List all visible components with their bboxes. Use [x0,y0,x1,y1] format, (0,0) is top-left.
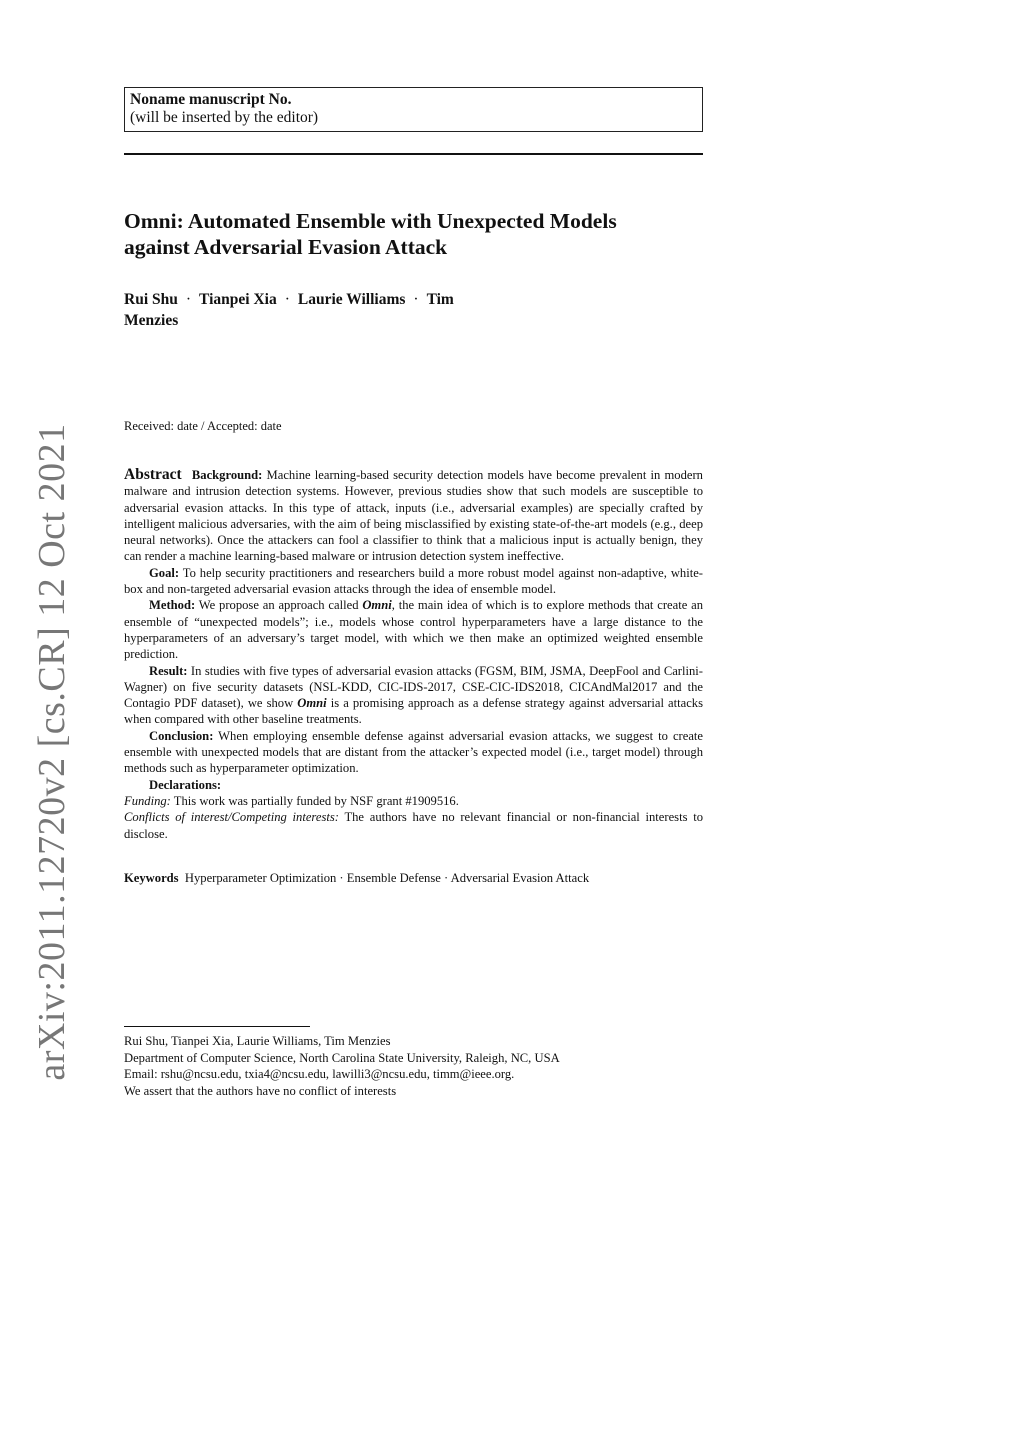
manuscript-box [124,87,703,132]
declarations-label: Declarations: [149,777,222,792]
result-label: Result: [149,663,188,678]
arxiv-stamp: arXiv:2011.12720v2 [cs.CR] 12 Oct 2021 [31,423,73,1081]
header-rule [124,153,703,155]
abstract-conclusion [124,728,703,777]
omni-name: Omni [297,696,327,711]
author-footnote [124,1033,704,1099]
funding-label: Funding: [124,793,171,808]
author-separator: · [413,291,419,308]
omni-name: Omni [362,598,392,613]
conflicts-statement [124,809,703,842]
keywords-label: Keywords [124,871,179,885]
abstract-method [124,597,703,662]
footnote-conflict: We assert that the authors have no conflict of interests [124,1083,397,1098]
footnote-affiliation: Department of Computer Science, North Carolina State University, Raleigh, NC, USA [124,1050,560,1065]
author-name: Rui Shu [124,291,178,308]
author-name-continued: Menzies [124,312,179,329]
abstract-heading: Abstract [124,466,182,483]
result-text: In studies with five types of adversarial evasion attacks (FGSM, BIM, JSMA, DeepFool and Carlini-Wagner) on five security datasets (NSL-KDD, CIC-IDS-2017, CSE-CIC-IDS2018, CICAndMal2017 and the Contagio PDF dataset), we show [124,663,703,711]
goal-text: To help security practitioners and researchers build a more robust model against non-adaptive, white-box and non-targeted adversarial evasion attacks through the idea of ensemble model. [124,565,704,597]
keywords [124,871,589,886]
author-separator: · [185,291,192,308]
abstract-result [124,663,703,728]
abstract-declarations [124,777,703,793]
method-label: Method: [149,598,196,613]
footnote-emails: Email: rshu@ncsu.edu, txia4@ncsu.edu, lawilli3@ncsu.edu, timm@ieee.org. [124,1067,515,1081]
result-text-cont: is a promising approach as a defense strategy against adversarial attacks when compared with other baseline treatments. [124,696,703,727]
abstract-goal [124,565,703,598]
title-line-2: against Adversarial Evasion Attack [124,235,448,259]
funding-text: This work was partially funded by NSF grant #1909516. [173,793,459,808]
abstract-background [124,467,703,565]
manuscript-number-label: Noname manuscript No. [130,91,292,108]
abstract [124,467,703,842]
conclusion-text: When employing ensemble defense against adversarial evasion attacks, we suggest to create ensemble with unexpected models that are distant from the attacker’s expected model (i.e., target model) through methods such as hyperparameter optimization. [124,728,703,776]
title-line-1: Omni: Automated Ensemble with Unexpected Models [124,209,617,233]
conflicts-label: Conflicts of interest/Competing interests: [124,810,339,825]
goal-label: Goal: [149,565,180,580]
footnote-rule [124,1026,310,1027]
background-text: Machine learning-based security detection models have become prevalent in modern malware and intrusion detection systems. However, previous studies show that such models are susceptible to adversarial evasion attacks. In this type of attack, inputs (i.e., adversarial examples) are specially crafted by intelligent malicious adversaries, with the aim of being misclassified by existing state-of-the-art models (e.g., deep neural networks). Once the attackers can fool a classifier to think that a malicious input is actually benign, they can render a machine learning-based malware or intrusion detection system ineffective. [124,468,703,564]
footnote-authors: Rui Shu, Tianpei Xia, Laurie Williams, Tim Menzies [124,1034,391,1048]
conflicts-text: The authors have no relevant financial or non-financial interests to disclose. [124,810,703,841]
author-list [124,289,724,331]
received-date: Received: date / Accepted: date [124,419,282,433]
author-name: Laurie Williams [297,291,406,308]
method-text-cont: , the main idea of which is to explore methods that create an ensemble of “unexpected models”; i.e., models whose control hyperparameters have a large distance to the hyperparameters of an adversary’s target model, with which we then make an optimized weighted ensemble prediction. [124,598,703,662]
background-label: Background: [191,468,263,482]
method-text: We propose an approach called [198,598,359,613]
funding-statement [124,793,703,809]
conclusion-label: Conclusion: [149,728,214,743]
paper-title [124,208,724,260]
keywords-text: Hyperparameter Optimization · Ensemble Defense · Adversarial Evasion Attack [184,871,590,885]
manuscript-editor-note: (will be inserted by the editor) [130,109,319,126]
author-name: Tianpei Xia [199,291,277,308]
author-separator: · [284,291,290,308]
author-name: Tim [426,291,454,308]
